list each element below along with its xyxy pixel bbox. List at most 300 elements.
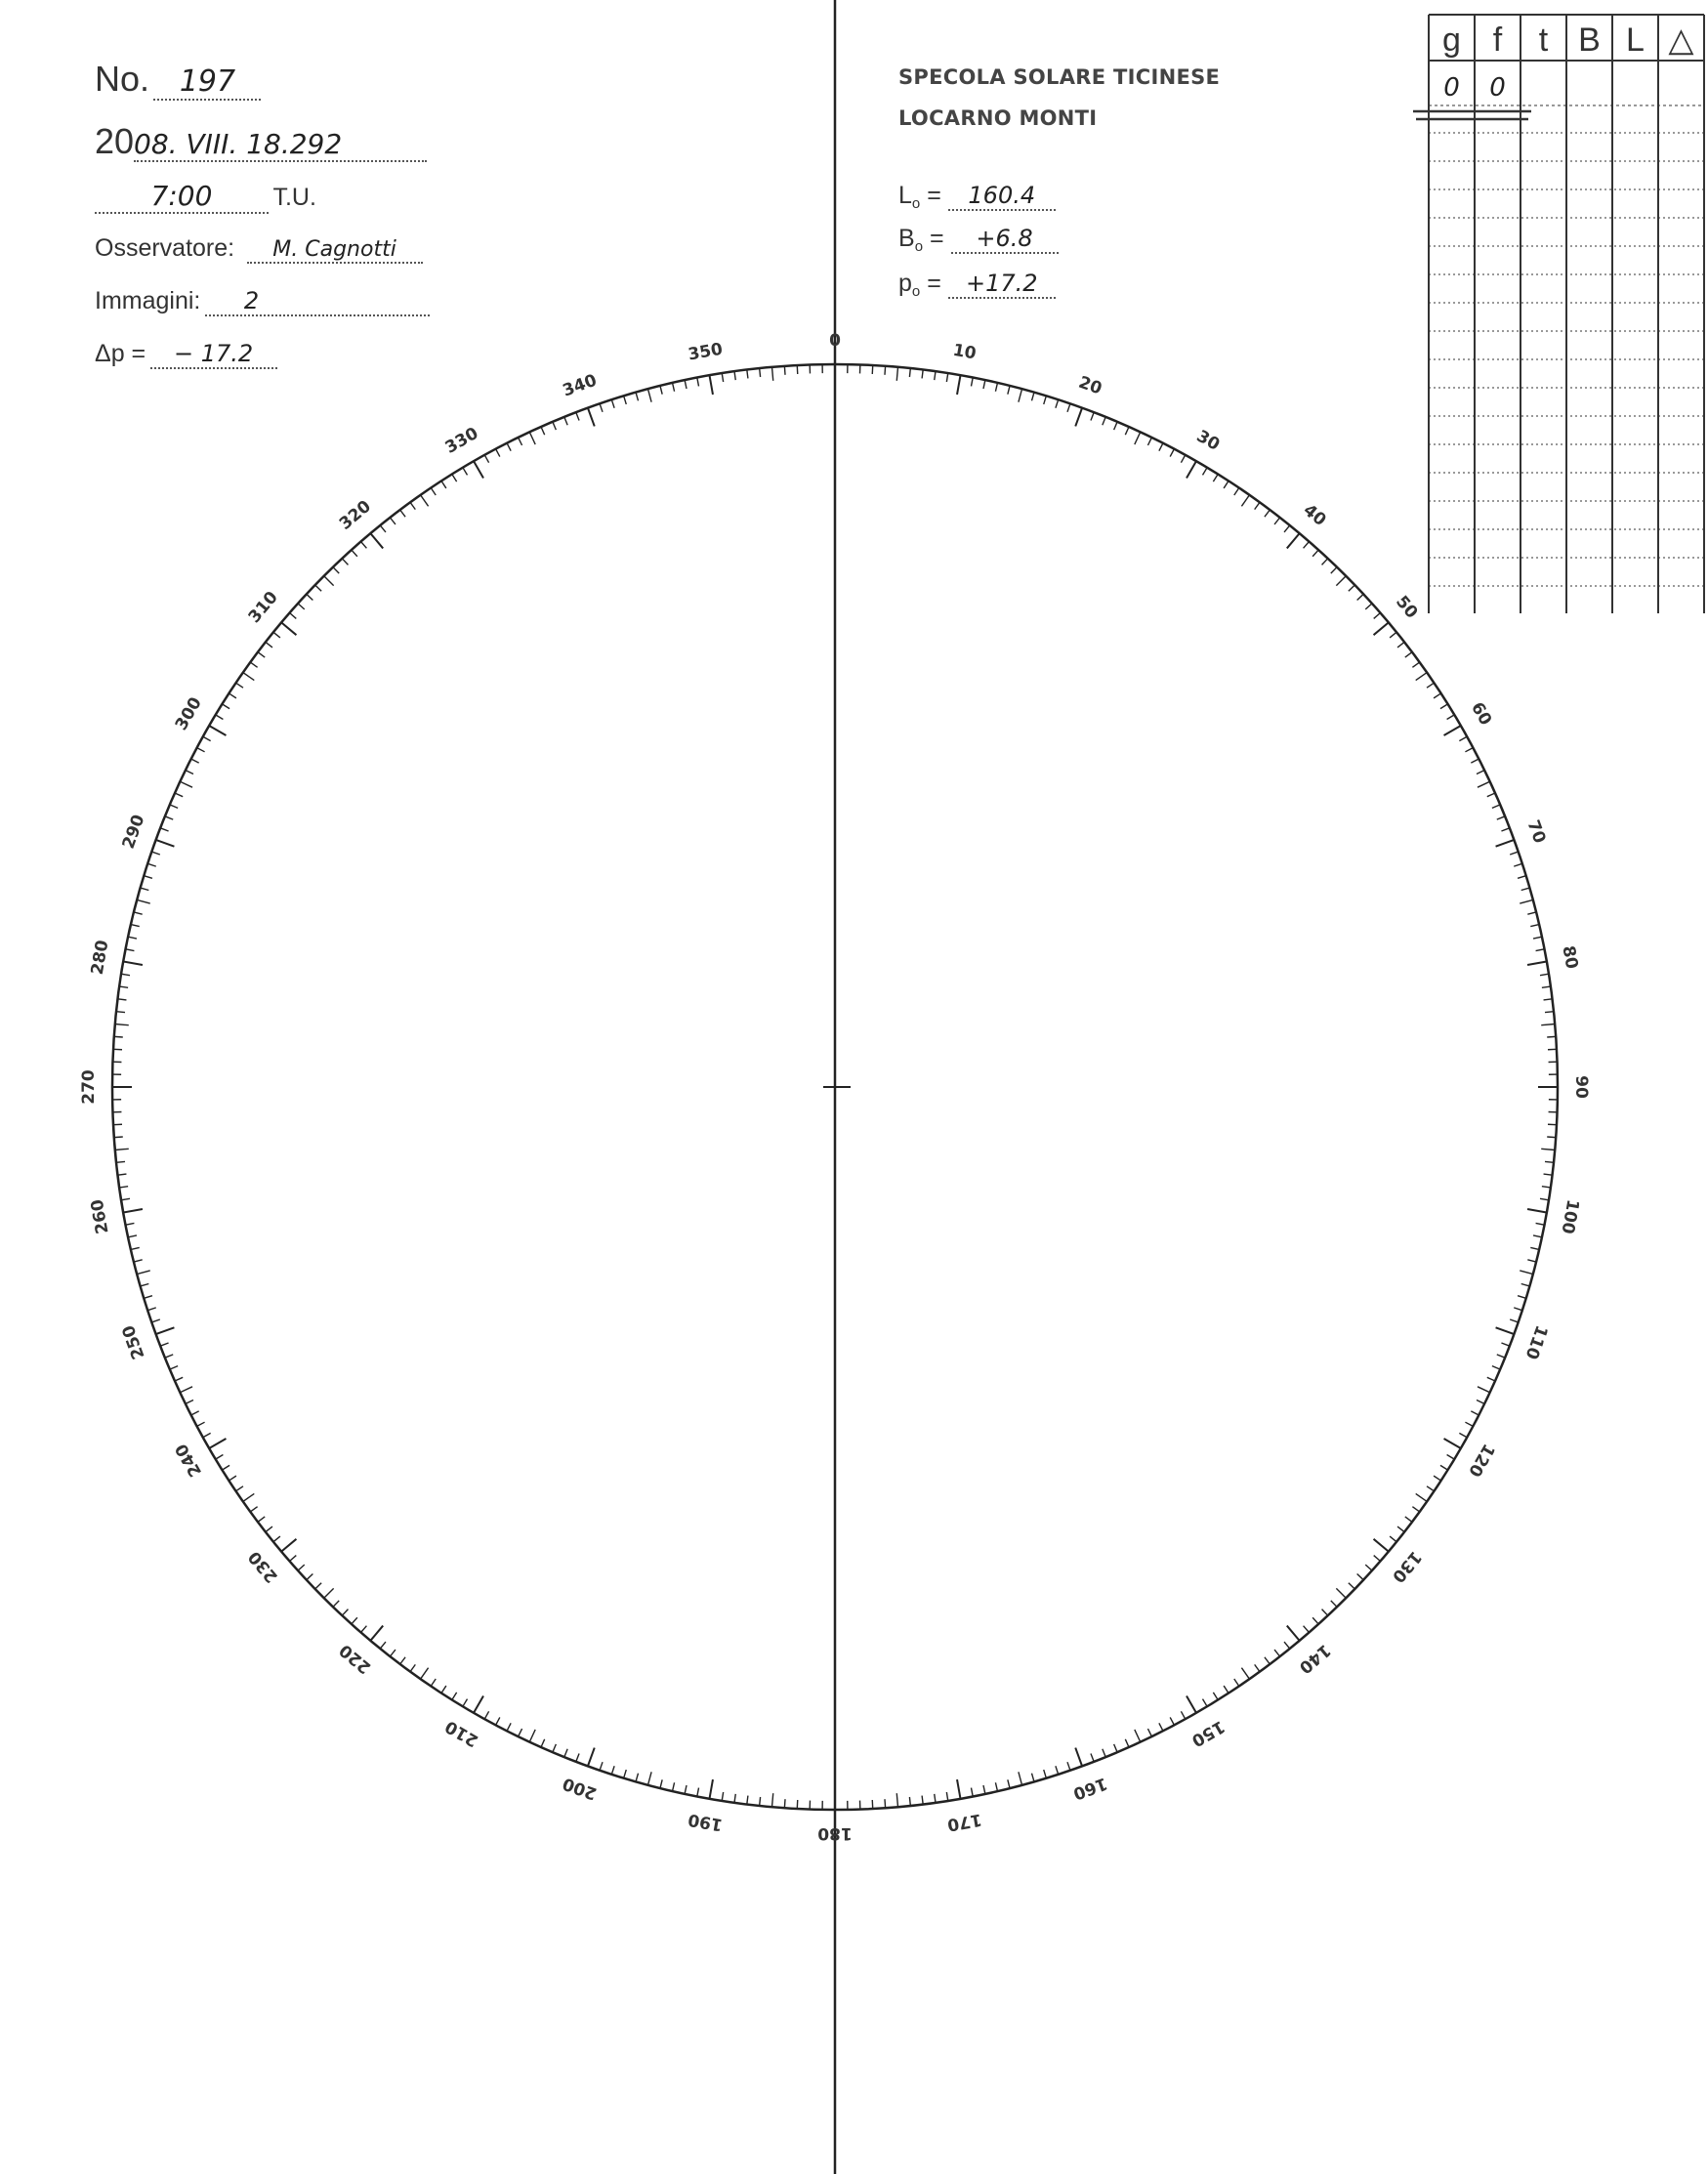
degree-tick [463, 1699, 468, 1707]
degree-tick [1465, 748, 1473, 752]
degree-tick [315, 1583, 321, 1589]
degree-tick [170, 805, 178, 809]
degree-tick [983, 1785, 985, 1794]
degree-tick [236, 683, 243, 688]
degree-tick [147, 863, 156, 866]
degree-tick [119, 986, 128, 987]
degree-tick [1135, 1730, 1141, 1742]
degree-tick [957, 1779, 960, 1799]
degree-tick [1492, 805, 1500, 809]
degree-tick [342, 1610, 348, 1616]
degree-tick [1533, 937, 1542, 939]
degree-tick [209, 1439, 226, 1448]
degree-tick [1202, 468, 1207, 476]
degree-tick [175, 1377, 183, 1381]
degree-tick [496, 449, 500, 457]
degree-tick [421, 495, 429, 506]
degree-tick [909, 1797, 910, 1806]
param-b0: $B_o = +6.8$ [898, 225, 1059, 255]
degree-tick [1374, 1539, 1389, 1552]
degree-tick [151, 852, 160, 855]
degree-tick [137, 899, 150, 903]
degree-tick [1224, 481, 1229, 488]
degree-tick [946, 1792, 947, 1801]
param-l0: $L_o = 160.4$ [898, 182, 1056, 212]
degree-tick [1545, 1012, 1554, 1013]
degree-tick [564, 1749, 567, 1757]
degree-tick [1312, 550, 1318, 557]
degree-tick [121, 1198, 130, 1199]
degree-tick [315, 585, 321, 591]
degree-label: 160 [1070, 1773, 1110, 1804]
degree-tick [983, 380, 985, 389]
degree-tick [156, 1327, 175, 1334]
degree-tick [1497, 1355, 1505, 1358]
degree-tick [236, 1486, 243, 1491]
degree-tick [134, 1260, 143, 1262]
degree-tick [431, 488, 436, 495]
degree-tick [1255, 502, 1260, 509]
degree-tick [1390, 1536, 1396, 1542]
degree-tick [553, 422, 557, 430]
degree-tick [452, 474, 457, 481]
degree-tick [273, 632, 280, 638]
degree-tick [131, 1247, 140, 1249]
degree-tick [1440, 1465, 1448, 1470]
degree-tick [1487, 1377, 1495, 1381]
degree-tick [243, 673, 254, 681]
degree-tick [922, 370, 923, 379]
degree-tick [1114, 422, 1118, 430]
degree-tick [222, 704, 229, 709]
number-value[interactable]: 197 [153, 64, 261, 101]
degree-tick [298, 604, 305, 609]
table-header-cell: f [1492, 21, 1503, 59]
degree-tick [144, 876, 152, 879]
degree-tick [1044, 396, 1047, 404]
degree-tick [156, 840, 175, 847]
degree-tick [1147, 1729, 1151, 1736]
param-b0-label: B [898, 225, 915, 252]
degree-tick [1471, 1411, 1479, 1415]
degree-tick [1265, 510, 1270, 517]
degree-tick [611, 1766, 614, 1775]
degree-tick [1044, 1770, 1047, 1778]
degree-tick [1125, 427, 1129, 435]
param-b0-value[interactable]: +6.8 [951, 225, 1059, 254]
degree-label: 90 [1571, 1075, 1591, 1099]
degree-label: 230 [244, 1547, 282, 1587]
degree-tick [258, 1517, 265, 1522]
degree-label: 260 [87, 1197, 113, 1235]
degree-label: 150 [1187, 1716, 1229, 1751]
degree-label: 140 [1295, 1640, 1335, 1678]
degree-tick [1547, 1137, 1556, 1138]
degree-label: 320 [335, 496, 375, 534]
degree-tick [1284, 1642, 1290, 1649]
degree-tick [1542, 1187, 1551, 1188]
degree-tick [352, 550, 357, 557]
degree-label: 70 [1522, 817, 1550, 847]
degree-tick [722, 373, 723, 382]
table-header-cell: t [1538, 21, 1549, 59]
degree-tick [624, 1770, 627, 1778]
degree-tick [1514, 863, 1522, 866]
degree-tick [114, 1036, 123, 1037]
degree-tick [1125, 1739, 1129, 1747]
degree-label: 280 [87, 939, 113, 977]
degree-tick [1465, 1422, 1473, 1426]
degree-tick [1397, 1526, 1404, 1532]
degree-tick [116, 1012, 125, 1013]
degree-tick [1213, 1693, 1218, 1700]
observer-value[interactable]: M. Cagnotti [247, 237, 423, 264]
degree-tick [1444, 726, 1461, 735]
degree-tick [229, 1476, 236, 1481]
degree-tick [1019, 389, 1022, 402]
param-l0-value[interactable]: 160.4 [948, 182, 1056, 211]
degree-tick [128, 1235, 137, 1237]
degree-tick [131, 925, 140, 927]
param-p0-label: p [898, 270, 912, 297]
degree-tick [115, 1149, 129, 1150]
table-header-cell: △ [1668, 21, 1694, 59]
degree-tick [1520, 1271, 1533, 1275]
degree-label: 120 [1464, 1440, 1499, 1481]
degree-tick [1459, 736, 1467, 740]
degree-tick [191, 1411, 199, 1415]
degree-tick [1520, 899, 1533, 903]
degree-label: 170 [945, 1809, 983, 1835]
degree-label: 200 [560, 1773, 600, 1804]
degree-tick [1496, 840, 1515, 847]
degree-tick [529, 1730, 535, 1742]
degree-label: 210 [441, 1716, 482, 1751]
degree-tick [1471, 759, 1479, 763]
degree-tick [1501, 1343, 1509, 1346]
degree-tick [118, 1174, 127, 1175]
degree-tick [197, 1422, 205, 1426]
degree-tick [1478, 781, 1490, 787]
degree-tick [160, 1343, 168, 1346]
degree-tick [1541, 1024, 1555, 1025]
degree-tick [1521, 1283, 1530, 1285]
degree-tick [400, 1657, 405, 1664]
degree-tick [772, 367, 773, 381]
date-value[interactable]: 08. VIII. 18.292 [134, 128, 427, 162]
degree-tick [529, 432, 535, 444]
degree-tick [1510, 852, 1519, 855]
degree-tick [660, 386, 662, 395]
degree-tick [553, 1744, 557, 1752]
degree-tick [660, 1779, 662, 1788]
degree-tick [1224, 1686, 1229, 1693]
degree-label: 10 [951, 340, 979, 364]
degree-tick [685, 380, 687, 389]
degree-tick [126, 1223, 135, 1225]
degree-tick [935, 1794, 936, 1803]
degree-tick [1241, 1668, 1249, 1679]
degree-tick [971, 1788, 973, 1797]
degree-tick [1067, 1762, 1070, 1771]
degree-tick [1440, 704, 1448, 709]
degree-tick [441, 481, 446, 488]
degree-tick [380, 525, 386, 532]
degree-tick [1540, 1198, 1549, 1199]
degree-tick [209, 726, 226, 735]
degree-tick [1241, 495, 1249, 506]
degree-tick [1427, 683, 1434, 688]
degree-tick [400, 510, 405, 517]
degree-tick [1447, 715, 1455, 720]
degree-tick [229, 693, 236, 698]
degree-tick [118, 999, 127, 1000]
degree-tick [784, 366, 785, 375]
degree-tick [1416, 1493, 1427, 1501]
degree-label: 250 [118, 1322, 149, 1362]
degree-tick [1336, 576, 1346, 586]
images-value[interactable]: 2 [205, 287, 430, 316]
degree-tick [1187, 1696, 1196, 1713]
degree-tick [946, 373, 947, 382]
degree-tick [1331, 1601, 1337, 1607]
degree-tick [474, 461, 483, 478]
degree-tick [1547, 1036, 1556, 1037]
degree-tick [1234, 488, 1239, 495]
degree-tick [114, 1137, 123, 1138]
observatory-name: SPECOLA SOLARE TICINESE [898, 65, 1221, 89]
degree-tick [1521, 888, 1530, 890]
degree-tick [250, 1507, 257, 1512]
degree-label: 220 [335, 1640, 375, 1678]
degree-tick [1135, 432, 1141, 444]
degree-tick [115, 1024, 129, 1025]
degree-tick [885, 366, 886, 375]
degree-tick [1412, 662, 1419, 667]
degree-tick [126, 949, 135, 951]
degree-tick [1008, 386, 1010, 395]
degree-tick [203, 736, 211, 740]
degree-tick [290, 1556, 297, 1562]
degree-tick [541, 1739, 545, 1747]
degree-tick [1170, 449, 1174, 457]
degree-tick [180, 1387, 192, 1393]
param-p0-value[interactable]: +17.2 [948, 270, 1056, 299]
degree-tick [1147, 438, 1151, 445]
degree-tick [600, 403, 603, 412]
time-unit: T.U. [272, 184, 316, 211]
degree-tick [734, 371, 735, 380]
degree-tick [995, 1782, 997, 1791]
degree-tick [116, 1161, 125, 1162]
degree-tick [1365, 604, 1372, 609]
degree-tick [747, 370, 748, 379]
degree-tick [197, 748, 205, 752]
degree-tick [1542, 986, 1551, 987]
degree-tick [1287, 533, 1300, 548]
degree-tick [119, 1187, 128, 1188]
degree-tick [216, 715, 224, 720]
degree-tick [474, 1696, 483, 1713]
degree-tick [421, 1668, 429, 1679]
degree-tick [909, 368, 910, 377]
degree-tick [141, 888, 149, 890]
degree-tick [410, 502, 415, 509]
degree-label: 50 [1391, 592, 1422, 623]
degree-tick [180, 781, 192, 787]
degree-tick [1510, 1319, 1519, 1322]
degree-tick [647, 1772, 651, 1785]
degree-tick [1187, 461, 1196, 478]
degree-tick [186, 771, 193, 774]
degree-tick [1284, 525, 1290, 532]
degree-tick [1527, 962, 1547, 965]
degree-tick [734, 1794, 735, 1803]
degree-tick [722, 1792, 723, 1801]
degree-tick [760, 1797, 761, 1806]
delta-p-label: Δp = [95, 340, 146, 367]
degree-tick [1265, 1657, 1270, 1664]
degree-tick [191, 759, 199, 763]
degree-tick [1031, 1774, 1033, 1782]
degree-tick [410, 1664, 415, 1671]
degree-tick [1091, 1753, 1094, 1761]
observatory-location: LOCARNO MONTI [898, 106, 1098, 130]
number-label: No. [95, 59, 150, 99]
degree-tick [1518, 876, 1526, 879]
degree-tick [576, 1753, 579, 1761]
time-value[interactable]: 7:00 [95, 180, 269, 214]
degree-tick [1405, 1517, 1412, 1522]
degree-tick [576, 412, 579, 420]
degree-tick [1459, 1433, 1467, 1437]
degree-tick [1056, 1766, 1059, 1775]
degree-tick [1477, 771, 1484, 774]
degree-tick [273, 1536, 280, 1542]
degree-tick [165, 816, 173, 819]
degree-tick [1114, 1744, 1118, 1752]
degree-tick [1447, 1454, 1455, 1459]
degree-tick [165, 1355, 173, 1358]
degree-tick [1322, 559, 1328, 565]
degree-tick [121, 974, 130, 975]
degree-tick [1103, 417, 1105, 425]
degree-tick [1091, 412, 1094, 420]
degree-tick [995, 383, 997, 392]
degree-tick [1181, 1711, 1185, 1719]
degree-tick [1336, 1588, 1346, 1598]
degree-tick [160, 828, 168, 831]
degree-tick [507, 1723, 511, 1731]
degree-tick [697, 378, 699, 387]
degree-tick [1056, 399, 1059, 408]
degree-tick [1374, 1556, 1381, 1562]
degree-label: 130 [1388, 1547, 1426, 1587]
degree-tick [1349, 585, 1354, 591]
degree-label: 80 [1558, 943, 1582, 971]
degree-tick [588, 1748, 595, 1767]
degree-tick [1304, 1626, 1310, 1633]
degree-tick [922, 1796, 923, 1805]
degree-tick [1365, 1565, 1372, 1570]
table-header-cell: L [1626, 21, 1645, 59]
degree-tick [1159, 443, 1163, 451]
degree-tick [1202, 1699, 1207, 1707]
degree-label: 350 [687, 339, 725, 365]
degree-tick [1181, 455, 1185, 463]
degree-tick [697, 1788, 699, 1797]
degree-tick [342, 559, 348, 565]
degree-tick [370, 1626, 383, 1641]
degree-tick [186, 1400, 193, 1403]
degree-tick [1545, 1161, 1554, 1162]
degree-tick [298, 1565, 305, 1570]
degree-label: 30 [1192, 426, 1224, 455]
degree-tick [123, 962, 143, 965]
degree-tick [1331, 567, 1337, 573]
table-cell[interactable]: 0 [1489, 73, 1506, 103]
degree-tick [896, 367, 897, 381]
degree-tick [1349, 1583, 1354, 1589]
degree-tick [137, 1271, 150, 1275]
param-l0-label: L [898, 182, 912, 209]
degree-tick [290, 613, 297, 619]
date-prefix: 20 [95, 121, 135, 161]
degree-tick [636, 1774, 638, 1782]
degree-tick [484, 455, 488, 463]
degree-tick [216, 1454, 224, 1459]
degree-tick [1103, 1749, 1105, 1757]
degree-tick [307, 594, 313, 600]
degree-tick [1497, 816, 1505, 819]
param-p0: $p_o = +17.2$ [898, 270, 1056, 300]
degree-tick [1405, 652, 1412, 657]
degree-tick [600, 1762, 603, 1771]
degree-tick [1255, 1664, 1260, 1671]
degree-tick [636, 393, 638, 401]
degree-tick [175, 793, 183, 797]
degree-tick [564, 417, 567, 425]
degree-tick [484, 1711, 488, 1719]
delta-p-value[interactable]: − 17.2 [150, 340, 277, 369]
degree-tick [1478, 1387, 1490, 1393]
degree-tick [885, 1799, 886, 1808]
degree-tick [1234, 1679, 1239, 1686]
degree-label: 180 [817, 1823, 853, 1843]
table-cell[interactable]: 0 [1443, 73, 1460, 103]
degree-tick [1170, 1717, 1174, 1725]
degree-tick [390, 518, 396, 524]
degree-label: 40 [1299, 500, 1330, 531]
degree-tick [123, 1209, 143, 1212]
degree-tick [307, 1574, 313, 1580]
degree-tick [463, 468, 468, 476]
degree-tick [588, 408, 595, 427]
degree-tick [1541, 1149, 1555, 1150]
degree-tick [1544, 1174, 1553, 1175]
degree-tick [519, 438, 522, 445]
degree-label: 0 [829, 331, 841, 351]
degree-tick [1444, 1439, 1461, 1448]
degree-tick [1530, 1247, 1539, 1249]
degree-tick [324, 1588, 334, 1598]
degree-tick [361, 542, 367, 549]
degree-tick [361, 1626, 367, 1633]
degree-tick [896, 1793, 897, 1807]
degree-label: 60 [1467, 698, 1496, 730]
degree-tick [1487, 793, 1495, 797]
degree-tick [1492, 1366, 1500, 1370]
